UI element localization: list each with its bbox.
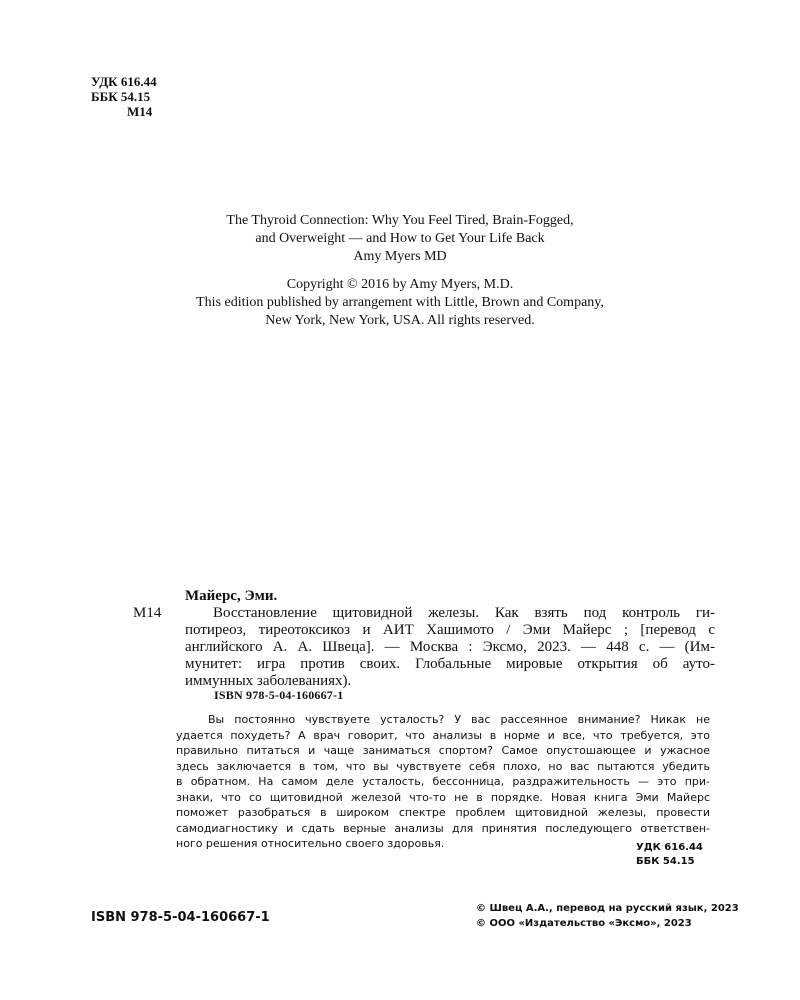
udk-code: УДК 616.44 [91,74,157,89]
publisher-rights: © ООО «Издательство «Эксмо», 2023 [476,918,692,929]
annotation-line: поможет разобраться в широком спектре проблем щитовидной железы, провести [176,806,710,819]
catalog-entry [185,605,715,690]
author-mark: М14 [127,104,153,119]
catalog-entry-line: английского А. А. Швеца]. — Москва : Эксмо, 2023. — 448 с. — (Им- [185,639,715,655]
annotation-line: удается похудеть? А врач говорит, что анализы в норме и все, что требуется, это [176,728,710,742]
annotation-line: знаки, что со щитовидной железой что-то не в порядке. Новая книга Эми Майерс [176,790,710,804]
catalog-entry-line: Восстановление щитовидной железы. Как взять под контроль ги- [213,605,715,621]
rights-block [476,901,739,931]
bbk-code: ББК 54.15 [91,89,151,104]
original-title-line: The Thyroid Connection: Why You Feel Tired, Brain-Fogged, [226,213,574,228]
classification-block-top [91,74,157,119]
catalog-entry-line: мунитет: игра против своих. Глобальные мировые открытия об ауто- [185,656,715,672]
catalog-entry-line: иммунных заболеваниях). [185,673,352,689]
copyright-line: Copyright © 2016 by Amy Myers, M.D. [286,277,514,292]
annotation-line: здесь заключается в том, что вы чувствуете себя плохо, но вас пытаются убедить [176,759,710,773]
annotation-line: ного решения относительно своего здоровья. [176,837,445,850]
annotation [176,712,710,852]
udk-code: УДК 616.44 [636,842,703,853]
annotation-line: самодиагностику и сдать верные анализы для принятия последующего ответствен- [176,821,710,835]
bbk-code: ББК 54.15 [636,856,695,867]
translation-rights: © Швец А.А., перевод на русский язык, 2023 [476,903,739,914]
catalog-author-heading: Майерс, Эми. [185,588,278,604]
annotation-line: правильно питаться и чаще заниматься спортом? Самое опустошающее и ужасное [176,744,710,757]
catalog-author-mark: М14 [133,605,162,621]
catalog-entry-line: потиреоз, тиреотоксикоз и АИТ Хашимото / Эми Майерс ; [перевод с [185,622,715,638]
footer-isbn: ISBN 978-5-04-160667-1 [91,910,270,925]
original-title-line: and Overweight — and How to Get Your Life Back [255,231,545,246]
original-edition-block [0,212,800,266]
annotation-line: Вы постоянно чувствуете усталость? У вас рассеянное внимание? Никак не [208,713,710,726]
catalog-isbn: ISBN 978-5-04-160667-1 [214,688,344,702]
copyright-block [0,276,800,330]
original-author: Amy Myers MD [353,249,447,264]
copyright-line: New York, New York, USA. All rights reserved. [265,313,535,328]
copyright-line: This edition published by arrangement with Little, Brown and Company, [196,295,604,310]
annotation-line: в обратном. На самом деле усталость, бессонница, раздражительность — это при- [176,775,710,788]
classification-block-bottom [636,841,703,869]
